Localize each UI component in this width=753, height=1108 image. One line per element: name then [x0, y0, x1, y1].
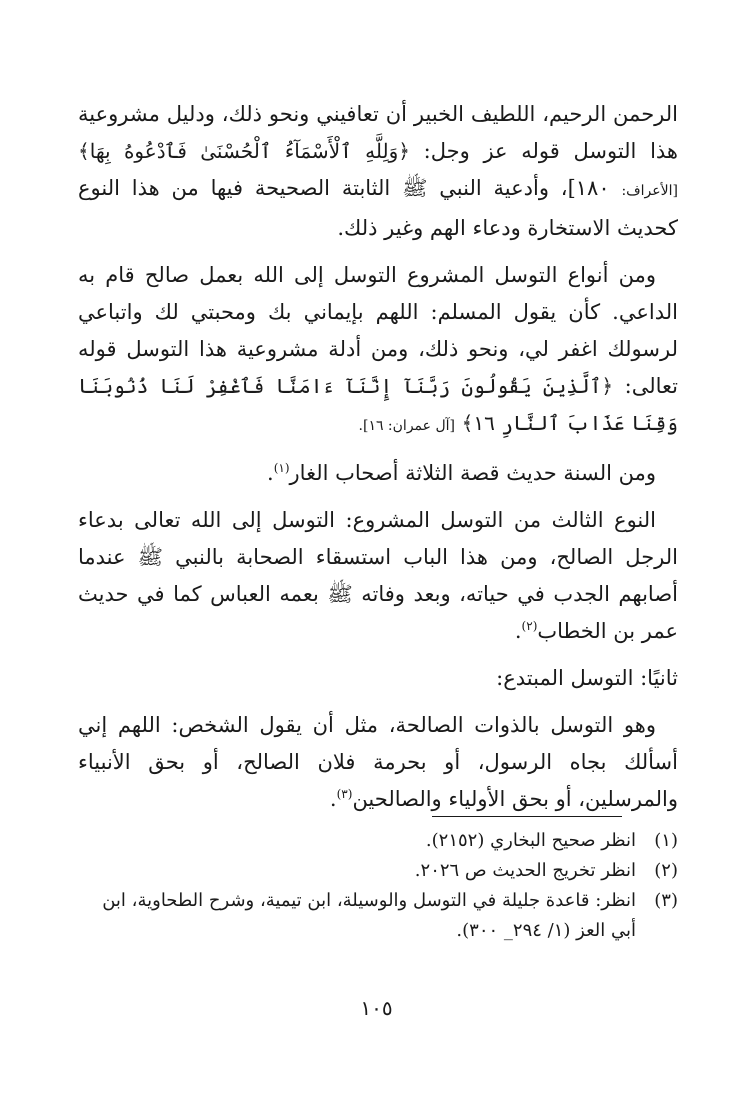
- quran-verse: ﴿وَلِلَّهِ ٱلْأَسْمَآءُ ٱلْحُسْنَىٰ فَٱدْعُوهُ بِهَا﴾: [78, 139, 410, 163]
- footnote-divider: [432, 816, 622, 817]
- footnote-ref-2[interactable]: (٢): [521, 619, 538, 633]
- paragraph-3: ومن السنة حديث قصة الثلاثة أصحاب الغار$^{(١)}$.: [267, 461, 656, 485]
- quran-verse: ﴿ٱلَّذِينَ يَقُولُونَ رَبَّنَآ إِنَّنَآ ءَامَنَّا فَٱغْفِرْ لَنَا ذُنُوبَنَا وَقِنَا عَذَابَ ٱلنَّارِ ١٦﴾: [78, 374, 678, 435]
- footnote-text: انظر تخريج الحديث ص ٢٠٢٦.: [414, 860, 636, 881]
- section-heading: ثانيًا: التوسل المبتدع:: [496, 666, 678, 690]
- verse-reference: [آل عمران: ١٦].: [358, 418, 455, 434]
- footnote-ref-3[interactable]: (٣): [336, 787, 353, 801]
- paragraph-5: وهو التوسل بالذوات الصالحة، مثل أن يقول الشخص: اللهم إني أسألك بجاه الرسول، أو بحرمة فلان الصالح، أو بحق الأنبياء والمرسلين، أو بحق الأولياء والصالحين$^{(٣)}$.: [78, 713, 678, 811]
- footnote-ref-1[interactable]: (١): [273, 461, 290, 475]
- paragraph-4: النوع الثالث من التوسل المشروع: التوسل إلى الله تعالى بدعاء الرجل الصالح، ومن هذا الباب استسقاء الصحابة بالنبي ﷺ عندما أصابهم الجدب في حياته، وبعد وفاته ﷺ بعمه العباس كما في حديث عمر بن الخطاب$^{(٢)}$.: [78, 508, 678, 643]
- footnote-number: (١): [654, 830, 678, 851]
- paragraph-2: ومن أنواع التوسل المشروع التوسل إلى الله بعمل صالح قام به الداعي. كأن يقول المسلم: اللهم بإيماني بك ومحبتي لك واتباعي لرسولك اغفر لي، ونحو ذلك، ومن أدلة مشروعية هذا التوسل قوله تعالى: ﴿ٱلَّذِينَ يَقُولُونَ رَبَّنَآ إِنَّنَآ ءَامَنَّا فَٱغْفِرْ لَنَا ذُنُوبَنَا وَقِنَا عَذَابَ ٱلنَّارِ ١٦﴾ [آل عمران: ١٦].: [78, 263, 678, 435]
- footnote-text: انظر: قاعدة جليلة في التوسل والوسيلة، ابن تيمية، وشرح الطحاوية، ابن أبي العز (١/ ٢٩٤_ ٣٠٠).: [102, 890, 636, 941]
- footnote-2: [78, 856, 678, 886]
- verse-reference: [الأعراف:: [621, 183, 678, 199]
- footnote-number: (٢): [654, 860, 678, 881]
- footnote-1: [78, 826, 678, 856]
- footnote-text: انظر صحيح البخاري (٢١٥٢).: [425, 830, 636, 851]
- footnote-number: (٣): [654, 890, 678, 911]
- footnote-3: [78, 886, 678, 946]
- paragraph-1: الرحمن الرحيم، اللطيف الخبير أن تعافيني ونحو ذلك، ودليل مشروعية هذا التوسل قوله عز وجل: ﴿وَلِلَّهِ ٱلْأَسْمَآءُ ٱلْحُسْنَىٰ فَٱدْعُوهُ بِهَا﴾ [الأعراف: ١٨٠]، وأدعية النبي ﷺ الثابتة الصحيحة فيها من هذا النوع كحديث الاستخارة ودعاء الهم وغير ذلك.: [78, 102, 678, 240]
- page-body: [78, 96, 678, 818]
- page-number: ١٠٥: [360, 996, 393, 1020]
- footnotes: [78, 826, 678, 946]
